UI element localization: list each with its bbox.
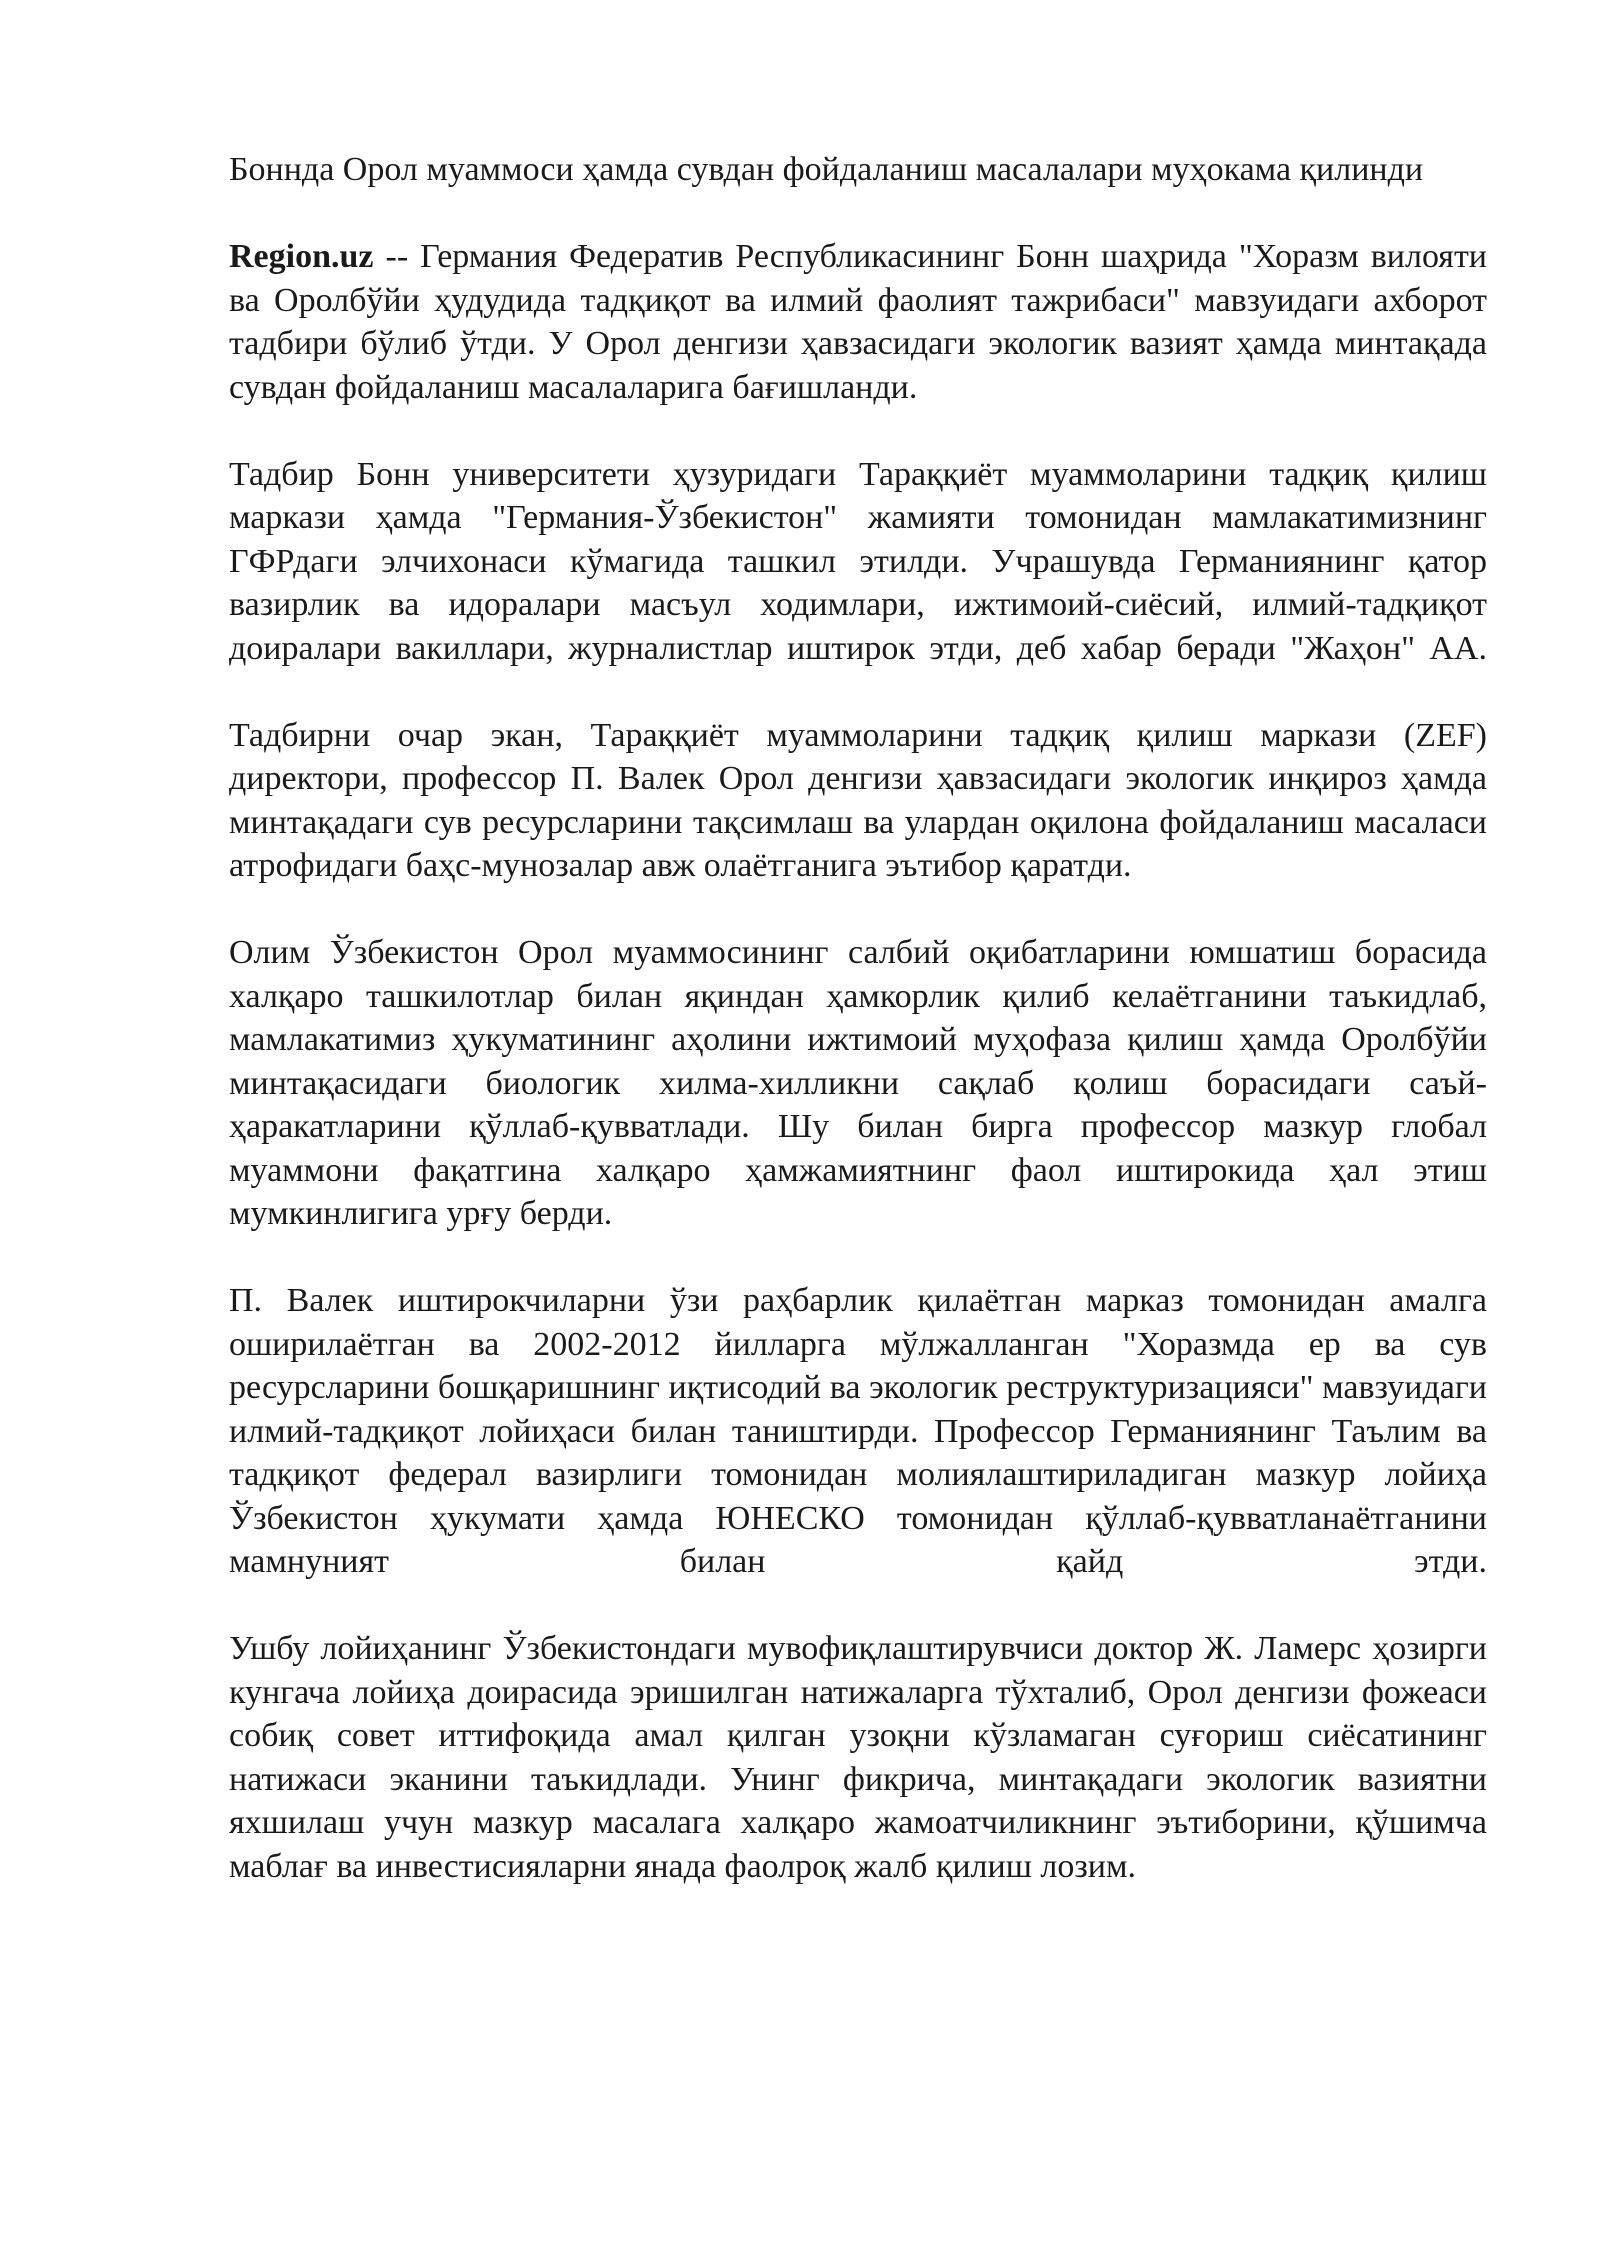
body-paragraph: Олим Ўзбекистон Орол муаммосининг салбий оқибатларини юмшатиш борасида халқаро ташкилотлар билан яқиндан ҳамкорлик қилиб келаётганини таъкидлаб, мамлакатимиз ҳукуматининг аҳолини ижтимоий муҳофаза қилиш ҳамда Оролбўйи минтақасидаги биологик хилма-хилликни сақлаб қолиш борасидаги саъй-ҳаракатларини қўллаб-қувватлади. Шу билан бирга профессор мазкур глобал муаммони фақатгина халқаро ҳамжамиятнинг фаол иштирокида ҳал этиш мумкинлигига урғу берди. bbox=[229, 934, 1487, 1232]
headline: Боннда Орол муаммоси ҳамда сувдан фойдаланиш масалалари муҳокама қилинди bbox=[229, 151, 1424, 188]
source-name: Region.uz bbox=[229, 238, 374, 275]
lead-text: Германия Федератив Республикасининг Бонн шаҳрида "Хоразм вилояти ва Оролбўйи ҳудудида тадқиқот ва илмий фаолият тажрибаси" мавзуидаги ахборот тадбири бўлиб ўтди. У Орол денгизи ҳавзасидаги экологик вазият ҳамда минтақада сувдан фойдаланиш масалаларига бағишланди. bbox=[229, 238, 1487, 406]
lead-paragraph bbox=[229, 235, 1487, 409]
body-paragraph: П. Валек иштирокчиларни ўзи раҳбарлик қилаётган марказ томонидан амалга оширилаётган ва 2002-2012 йилларга мўлжалланган "Хоразмда ер ва сув ресурсларини бошқаришнинг иқтисодий ва экологик реструктуризацияси" мавзуидаги илмий-тадқиқот лойиҳаси билан таништирди. Профессор Германиянинг Таълим ва тадқиқот федерал вазирлиги томонидан молиялаштириладиган мазкур лойиҳа Ўзбекистон ҳукумати ҳамда ЮНЕСКО томонидан қўллаб-қувватланаётганини мамнуният билан қайд этди. bbox=[229, 1282, 1487, 1580]
body-paragraph: Ушбу лойиҳанинг Ўзбекистондаги мувофиқлаштирувчиси доктор Ж. Ламерс ҳозирги кунгача лойиҳа доирасида эришилган натижаларга тўхталиб, Орол денгизи фожеаси собиқ совет иттифоқида амал қилган узоқни кўзламаган суғориш сиёсатининг натижаси эканини таъкидлади. Унинг фикрича, минтақадаги экологик вазиятни яхшилаш учун мазкур масалага халқаро жамоатчиликнинг эътиборини, қўшимча маблағ ва инвестисияларни янада фаолроқ жалб қилиш лозим. bbox=[229, 1630, 1487, 1885]
body-paragraph: Тадбир Бонн университети ҳузуридаги Тараққиёт муаммоларини тадқиқ қилиш маркази ҳамда "Германия-Ўзбекистон" жамияти томонидан мамлакатимизнинг ГФРдаги элчихонаси кўмагида ташкил этилди. Учрашувда Германиянинг қатор вазирлик ва идоралари масъул ходимлари, ижтимоий-сиёсий, илмий-тадқиқот доиралари вакиллари, журналистлар иштирок этди, деб хабар беради "Жаҳон" АА. bbox=[229, 455, 1487, 667]
document-page bbox=[229, 148, 1487, 1932]
source-separator: -- bbox=[373, 238, 421, 275]
body-paragraph: Тадбирни очар экан, Тараққиёт муаммоларини тадқиқ қилиш маркази (ZEF) директори, профессор П. Валек Орол денгизи ҳавзасидаги экологик инқироз ҳамда минтақадаги сув ресурсларини тақсимлаш ва улардан оқилона фойдаланиш масаласи атрофидаги баҳс-мунозалар авж олаётганига эътибор қаратди. bbox=[229, 716, 1487, 884]
